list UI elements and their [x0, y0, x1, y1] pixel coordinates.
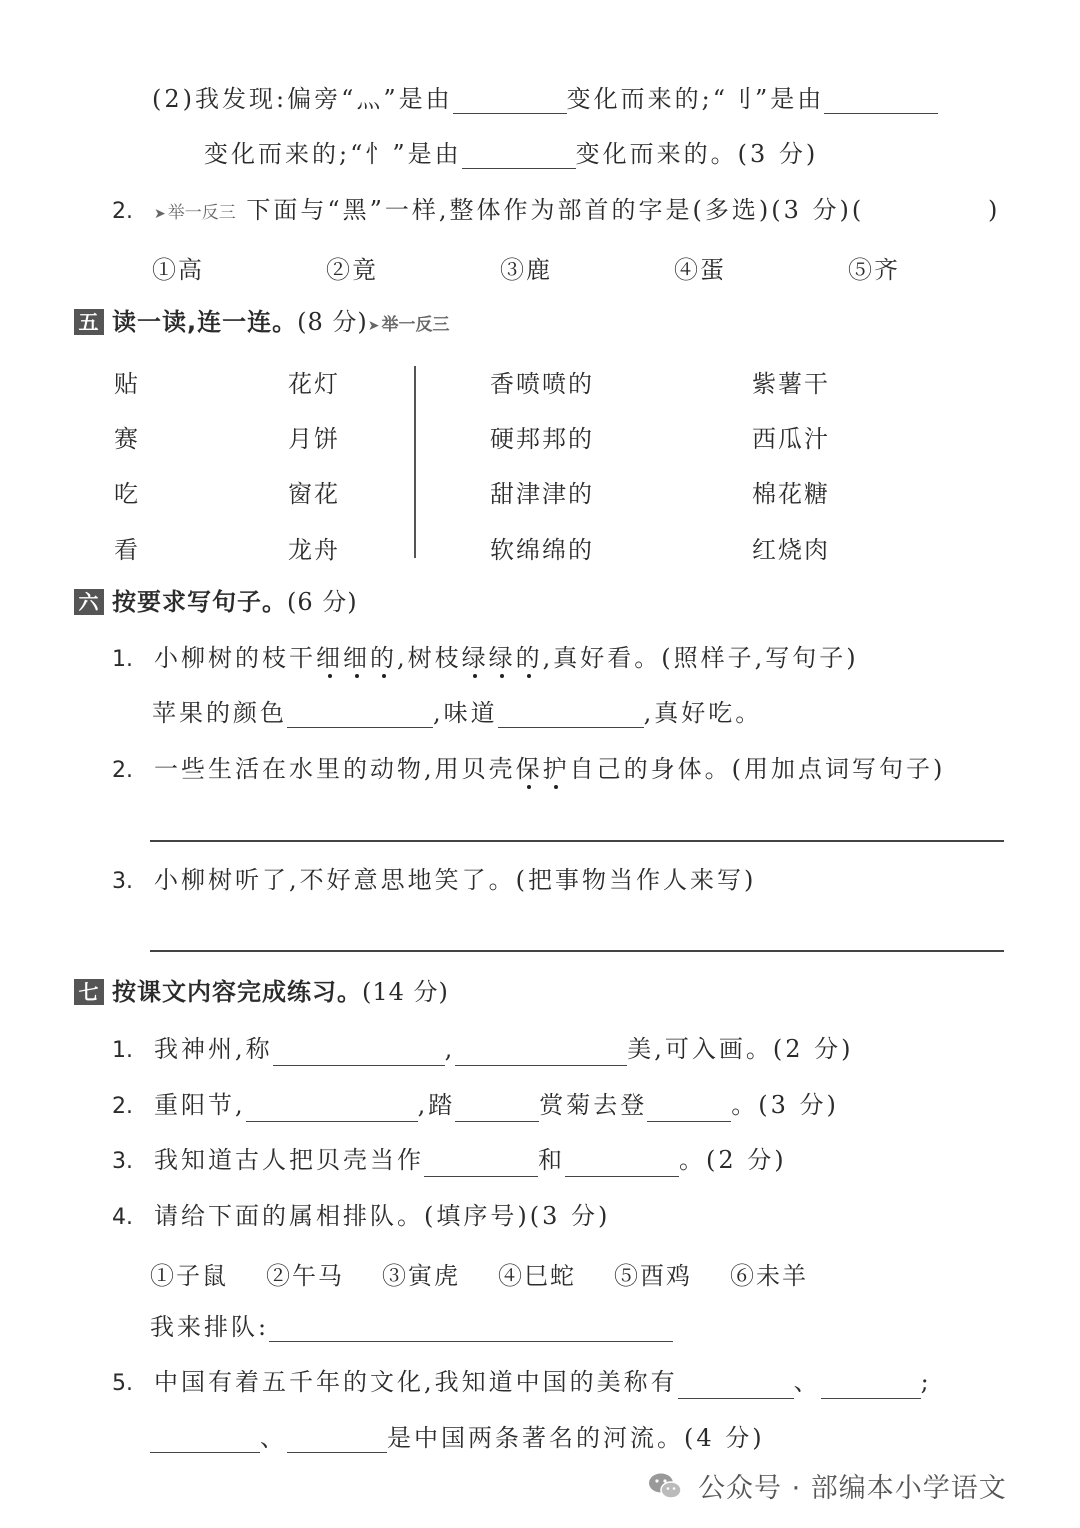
section-7-heading [74, 977, 449, 1007]
section-number-badge: 七 [74, 979, 104, 1005]
s7-q4-answer-line [150, 1312, 673, 1342]
q1-line2-text-c: ,真好吃。 [643, 699, 763, 727]
q1-line2-text-a: 苹果的颜色 [152, 699, 287, 727]
dotted-word-text: 绿绿的 [461, 644, 543, 672]
question-number: 5. [112, 1371, 133, 1396]
practice-tag-label: 举一反三 [167, 203, 236, 223]
s7-question-1 [112, 1034, 854, 1066]
s7-question-3 [112, 1145, 787, 1177]
match-right-adjective[interactable]: 软绵绵的 [490, 536, 594, 564]
match-right-adjective[interactable]: 香喷喷的 [490, 370, 594, 398]
s7-question-4 [112, 1201, 610, 1233]
q4-q2-text: 下面与“黑”一样,整体作为部首的字是(多选)(3 分)( [246, 196, 865, 224]
answer-blank[interactable] [647, 1095, 731, 1122]
s6-question-1 [112, 643, 859, 675]
match-right-adjective[interactable]: 硬邦邦的 [490, 425, 594, 453]
s7-q4-line-label: 我来排队: [150, 1313, 270, 1341]
zodiac-option: ⑤酉鸡 [614, 1262, 692, 1290]
s7-q3-text-b: 和 [538, 1146, 565, 1174]
question-number: 3. [112, 869, 133, 894]
answer-blank[interactable] [269, 1315, 673, 1342]
watermark-text: 公众号 · 部编本小学语文 [698, 1473, 1007, 1504]
question-number: 1. [112, 1038, 133, 1063]
match-right-food[interactable]: 红烧肉 [752, 536, 830, 564]
section-score: (8 分) [297, 308, 368, 336]
answer-blank[interactable] [824, 87, 938, 114]
s7-q4-text: 请给下面的属相排队。(填序号)(3 分) [154, 1202, 611, 1230]
s6-question-3 [112, 865, 756, 897]
s7-q1-text-c: 美,可入画。(2 分) [627, 1035, 854, 1063]
match-left-verb[interactable]: 吃 [114, 480, 140, 508]
match-left-noun[interactable]: 月饼 [288, 425, 340, 453]
q1-text-c: ,树枝 [397, 644, 462, 672]
answer-paren-close: ) [988, 196, 1001, 224]
answer-line[interactable] [150, 950, 1004, 952]
question-number: 2. [112, 199, 133, 224]
answer-blank[interactable] [821, 1372, 921, 1399]
s6-q1-answer-line [152, 698, 762, 728]
s7-q5-text-e: 是中国两条著名的河流。(4 分) [387, 1424, 765, 1452]
q1-text-a: 小柳树的枝干 [154, 644, 316, 672]
q4-sub2-text-c: 变化而来的;“忄”是由 [204, 140, 462, 168]
section-score: (6 分) [287, 588, 358, 616]
q2-text-c: 自己的身体。(用加点词写句子) [569, 755, 946, 783]
match-right-food[interactable]: 西瓜汁 [752, 425, 830, 453]
question-number: 1. [112, 647, 133, 672]
q4-question-2 [112, 195, 864, 229]
answer-blank[interactable] [287, 701, 433, 728]
match-left-noun[interactable]: 龙舟 [288, 536, 340, 564]
s7-question-2 [112, 1090, 839, 1122]
s7-q2-text-a: 重阳节, [154, 1091, 246, 1119]
match-left-verb[interactable]: 赛 [114, 425, 140, 453]
question-number: 2. [112, 758, 133, 783]
match-right-food[interactable]: 紫薯干 [752, 370, 830, 398]
arrow-icon: ➤ [154, 206, 166, 222]
s7-question-5 [112, 1367, 932, 1399]
s7-q3-text-a: 我知道古人把贝壳当作 [154, 1146, 424, 1174]
answer-blank[interactable] [455, 1039, 627, 1066]
s7-q1-text-b: , [444, 1035, 456, 1063]
answer-blank[interactable] [462, 142, 576, 169]
q3-text: 小柳树听了,不好意思地笑了。(把事物当作人来写) [154, 866, 757, 894]
q4-sub2-line1 [152, 84, 938, 114]
s7-q5-text-d: 、 [260, 1424, 287, 1452]
s7-q2-text-d: 。(3 分) [731, 1091, 839, 1119]
section-score: (14 分) [362, 978, 449, 1006]
section-title: 读一读,连一连。 [112, 308, 298, 336]
option-4: ④蛋 [674, 256, 726, 284]
answer-blank[interactable] [424, 1150, 538, 1177]
zodiac-option: ④巳蛇 [498, 1262, 576, 1290]
section-number-badge: 六 [74, 589, 104, 615]
option-1: ①高 [152, 256, 204, 284]
dotted-word-text: 保护 [515, 755, 570, 783]
answer-blank[interactable] [287, 1426, 387, 1453]
zodiac-option: ②午马 [266, 1262, 344, 1290]
s7-q1-text-a: 我神州,称 [154, 1035, 273, 1063]
option-3: ③鹿 [500, 256, 552, 284]
s7-q2-text-b: ,踏 [417, 1091, 456, 1119]
dotted-word [516, 755, 570, 783]
answer-blank[interactable] [678, 1372, 794, 1399]
question-number: 4. [112, 1205, 133, 1230]
section-5-heading [74, 307, 449, 341]
answer-blank[interactable] [273, 1039, 445, 1066]
wechat-icon [648, 1472, 682, 1500]
dotted-word-text: 细细的 [316, 644, 397, 672]
section-title: 按课文内容完成练习。 [112, 978, 362, 1006]
dotted-word [316, 644, 397, 672]
emphasis-dots [516, 785, 570, 789]
answer-blank[interactable] [455, 1095, 539, 1122]
answer-blank[interactable] [150, 1426, 260, 1453]
zodiac-option: ③寅虎 [382, 1262, 460, 1290]
answer-blank[interactable] [453, 87, 567, 114]
q4-sub2-text-d: 变化而来的。(3 分) [575, 140, 819, 168]
answer-blank[interactable] [498, 701, 644, 728]
match-left-verb[interactable]: 贴 [114, 370, 140, 398]
section-title: 按要求写句子。 [112, 588, 287, 616]
q4-sub2-text-b: 变化而来的;“刂”是由 [566, 85, 825, 113]
practice-tag-label: 举一反三 [381, 315, 450, 335]
dotted-word [462, 644, 543, 672]
s7-q2-text-c: 赏菊去登 [539, 1091, 648, 1119]
answer-blank[interactable] [565, 1150, 679, 1177]
q1-line2-text-b: ,味道 [433, 699, 498, 727]
zodiac-option: ①子鼠 [150, 1262, 228, 1290]
q4-sub2-text-a: (2)我发现:偏旁“灬”是由 [152, 85, 453, 113]
match-left-verb[interactable]: 看 [114, 536, 140, 564]
section-number-badge: 五 [74, 309, 104, 335]
option-2: ②竟 [326, 256, 378, 284]
zodiac-option: ⑥未羊 [730, 1262, 808, 1290]
s7-q3-text-c: 。(2 分) [679, 1146, 787, 1174]
option-5: ⑤齐 [848, 256, 900, 284]
watermark [648, 1466, 1007, 1505]
answer-blank[interactable] [246, 1095, 418, 1122]
s7-q5-text-a: 中国有着五千年的文化,我知道中国的美称有 [154, 1368, 678, 1396]
match-left-noun[interactable]: 窗花 [288, 480, 340, 508]
q1-text-e: ,真好看。(照样子,写句子) [542, 644, 859, 672]
practice-tag [154, 203, 236, 223]
question-number: 3. [112, 1149, 133, 1174]
emphasis-dots [316, 674, 397, 678]
q4-sub2-line2 [204, 139, 818, 169]
practice-tag [368, 315, 450, 335]
s7-q5-text-c: ; [920, 1368, 932, 1396]
q2-text-a: 一些生活在水里的动物,用贝壳 [154, 755, 516, 783]
s7-q5-text-b: 、 [793, 1368, 821, 1396]
arrow-icon: ➤ [367, 318, 380, 334]
section-6-heading [74, 587, 358, 617]
match-right-adjective[interactable]: 甜津津的 [490, 480, 594, 508]
answer-line[interactable] [150, 840, 1004, 842]
emphasis-dots [462, 674, 543, 678]
question-number: 2. [112, 1094, 133, 1119]
s7-q5-line2 [150, 1423, 765, 1453]
s6-question-2 [112, 754, 945, 786]
match-left-noun[interactable]: 花灯 [288, 370, 340, 398]
column-divider [414, 366, 416, 558]
match-right-food[interactable]: 棉花糖 [752, 480, 830, 508]
